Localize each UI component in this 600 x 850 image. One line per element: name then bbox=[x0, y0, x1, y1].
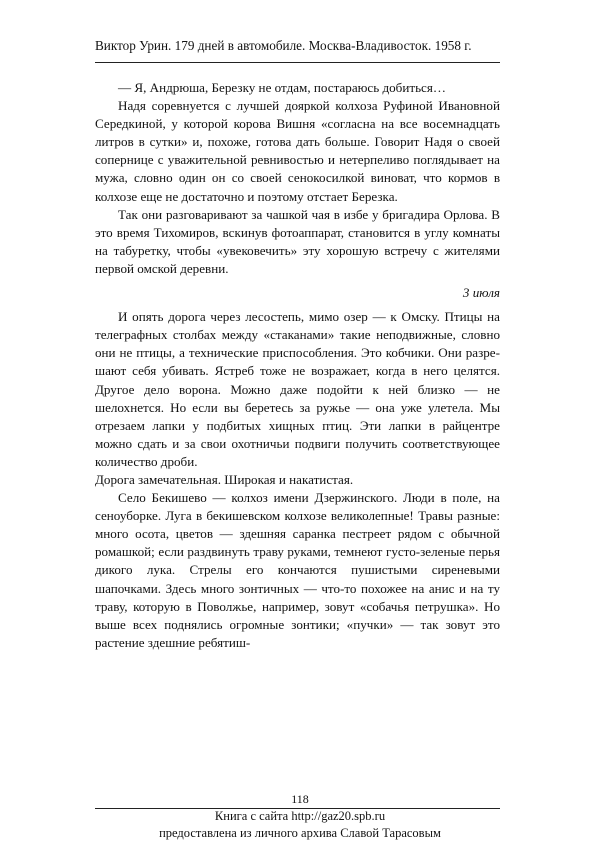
paragraph: Село Бекишево — колхоз имени Дзержинского. Люди в поле, на сеноуборке. Луга в бекишевском колхозе великолепные! Травы разные: много осота, цветов — здешняя саранка пестреет рядом с обычной ромашкой; если раздвинуть траву руками, темнеют густо-зеленые перья дикого лука. Стрелы его кончаются пушистыми сиреневыми шапочками. Здесь много зонтичных — что-то похожее на анис и на ту траву, которую в Поволжье, например, зовут «собачья петрушка». Но выше всех поднялись огромные зонтики; «пучки» — так зовут это растение здешние ребятиш- bbox=[95, 490, 500, 650]
paragraph: — Я, Андрюша, Березку не отдам, постараюсь добиться… bbox=[118, 80, 446, 95]
paragraph: Так они разговаривают за чашкой чая в избе у бригадира Орлова. В это время Тихомиров, вскинув фотоаппарат, становится в углу комнаты на табуретку, чтобы «увековечить» эту хорошую встречу с жителями первой омской деревни. bbox=[95, 206, 500, 276]
page-number: 118 bbox=[291, 792, 309, 806]
footer-source: Книга с сайта http://gaz20.spb.ru bbox=[214, 809, 386, 823]
page-body bbox=[95, 79, 500, 652]
paragraph: И опять дорога через лесостепь, мимо озер — к Омску. Птицы на телеграфных столбах между «стаканами» такие неподвижные, словно они не птицы, а технические приспособления. Это кобчики. Они разрешают себя убивать. Ястреб тоже не возражает, когда в него целятся. Другое дело ворона. Можно даже подойти к ней близко — не шелохнется. Но если вы беретесь за ружье — она уже улетела. Мы отрезаем лапки у подбитых хищных птиц. Эти лапки в райцентре можно сдать и за свои охотничьи подвиги получить соответствующее количество дроби. bbox=[95, 309, 500, 469]
paragraph: Надя соревнуется с лучшей дояркой колхоза Руфиной Ивановной Середкиной, у которой корова Вишня «согласна на все восемнадцать литров в сутки» и, похоже, готова дать больше. Говорит Надя о своей сопернице с уважительной ревнивостью и нетерпеливо поглядывает на мужа, словно один он со своей сенокосилкой виноват, что кормов в колхозе еще не достаточно и поэтому отстает Березка. bbox=[95, 98, 500, 204]
paragraph-plain: Дорога замечательная. Широкая и накатистая. bbox=[95, 471, 354, 487]
running-header: Виктор Урин. 179 дней в автомобиле. Москва-Владивосток. 1958 г. bbox=[95, 38, 472, 53]
header-divider bbox=[95, 62, 500, 63]
date-heading: 3 июля bbox=[462, 285, 500, 301]
footer-credit: предоставлена из личного архива Славой Тарасовым bbox=[159, 826, 441, 840]
